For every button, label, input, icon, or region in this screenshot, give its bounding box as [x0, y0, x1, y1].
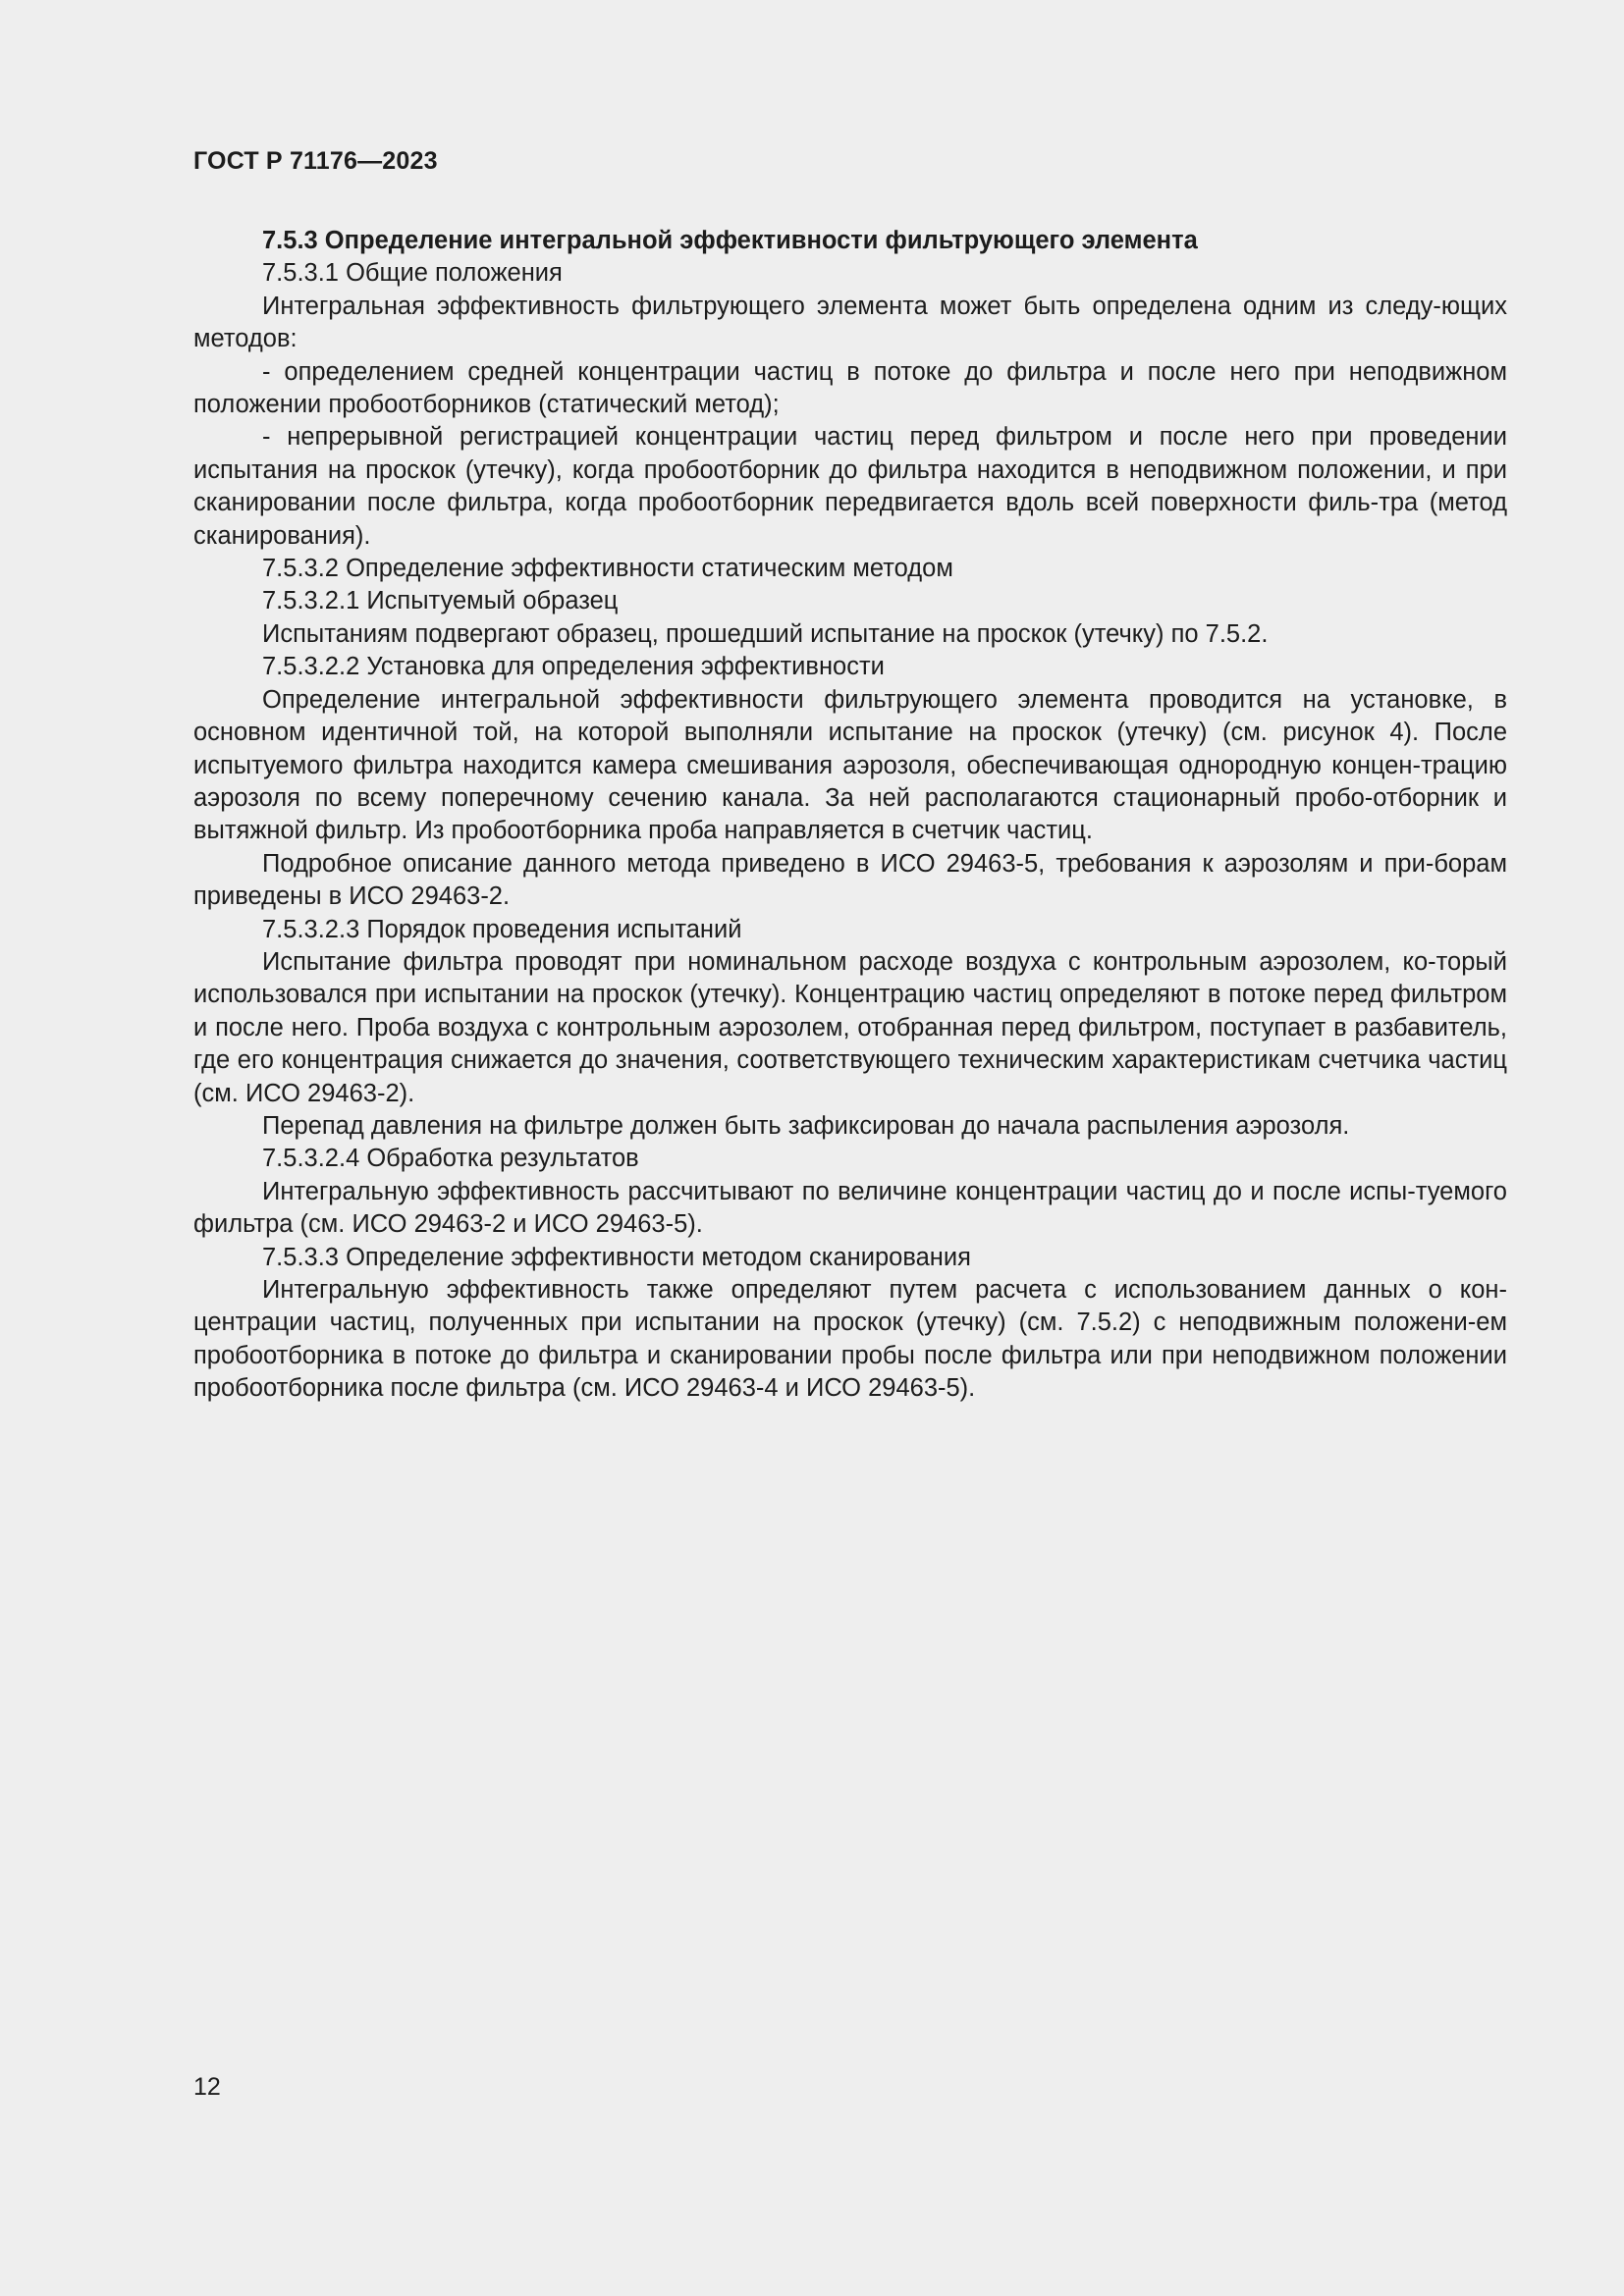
- paragraph-test-setup: Определение интегральной эффективности фильтрующего элемента проводится на установке, в основном идентичной той, на которой выполняли испытание на проскок (утечку) (см. рисунок 4). После испытуемого фильтра находится камера смешивания аэрозоля, обеспечивающая однородную концен-трацию аэрозоля по всему поперечному сечению канала. За ней располагаются стационарный пробо-отборник и вытяжной фильтр. Из пробоотборника проба направляется в счетчик частиц.: [193, 685, 1507, 845]
- page-number: 12: [193, 2073, 221, 2101]
- subsection-heading-7-5-3-1: 7.5.3.1 Общие положения: [262, 259, 563, 288]
- subsection-heading-7-5-3-2-3: 7.5.3.2.3 Порядок проведения испытаний: [262, 915, 742, 943]
- list-item-scanning-method: - непрерывной регистрацией концентрации частиц перед фильтром и после него при проведении испытания на проскок (утечку), когда пробоотборник до фильтра находится в неподвижном положении, и при сканировании после фильтра, когда пробоотборник передвигается вдоль всей поверхности филь-тра (метод сканирования).: [193, 423, 1507, 550]
- subsection-heading-7-5-3-2-1: 7.5.3.2.1 Испытуемый образец: [262, 587, 619, 615]
- subsection-heading-7-5-3-3: 7.5.3.3 Определение эффективности методом сканирования: [262, 1243, 971, 1271]
- document-header: ГОСТ Р 71176—2023: [193, 147, 438, 175]
- paragraph-method-reference: Подробное описание данного метода приведено в ИСО 29463-5, требования к аэрозолям и при-борам приведены в ИСО 29463-2.: [193, 849, 1507, 911]
- paragraph-methods-intro: Интегральная эффективность фильтрующего элемента может быть определена одним из следу-ющих методов:: [193, 292, 1507, 353]
- paragraph-scanning-efficiency: Интегральную эффективность также определяют путем расчета с использованием данных о кон-центрации частиц, полученных при испытании на проскок (утечку) (см. 7.5.2) с неподвижным положени-ем пробоотборника в потоке до фильтра и сканировании пробы после фильтра или при неподвижном положении пробоотборника после фильтра (см. ИСО 29463-4 и ИСО 29463-5).: [193, 1276, 1507, 1403]
- document-body: [193, 225, 1507, 1406]
- paragraph-results-processing: Интегральную эффективность рассчитывают по величине концентрации частиц до и после испы-туемого фильтра (см. ИСО 29463-2 и ИСО 29463-5).: [193, 1177, 1507, 1239]
- subsection-heading-7-5-3-2: 7.5.3.2 Определение эффективности статическим методом: [262, 555, 953, 583]
- list-item-static-method: - определением средней концентрации частиц в потоке до фильтра и после него при неподвижном положении пробоотборников (статический метод);: [193, 357, 1507, 419]
- paragraph-pressure-drop: Перепад давления на фильтре должен быть зафиксирован до начала распыления аэрозоля.: [262, 1111, 1350, 1140]
- paragraph-test-sample: Испытаниям подвергают образец, прошедший испытание на проскок (утечку) по 7.5.2.: [262, 619, 1269, 648]
- section-heading-7-5-3: 7.5.3 Определение интегральной эффективности фильтрующего элемента: [262, 227, 1198, 254]
- subsection-heading-7-5-3-2-2: 7.5.3.2.2 Установка для определения эффективности: [262, 653, 885, 681]
- paragraph-test-procedure: Испытание фильтра проводят при номинальном расходе воздуха с контрольным аэрозолем, ко-торый использовался при испытании на проскок (утечку). Концентрацию частиц определяют в потоке перед фильтром и после него. Проба воздуха с контрольным аэрозолем, отобранная перед фильтром, поступает в разбавитель, где его концентрация снижается до значения, соответствующего техническим характеристикам счетчика частиц (см. ИСО 29463-2).: [193, 947, 1507, 1107]
- subsection-heading-7-5-3-2-4: 7.5.3.2.4 Обработка результатов: [262, 1145, 639, 1173]
